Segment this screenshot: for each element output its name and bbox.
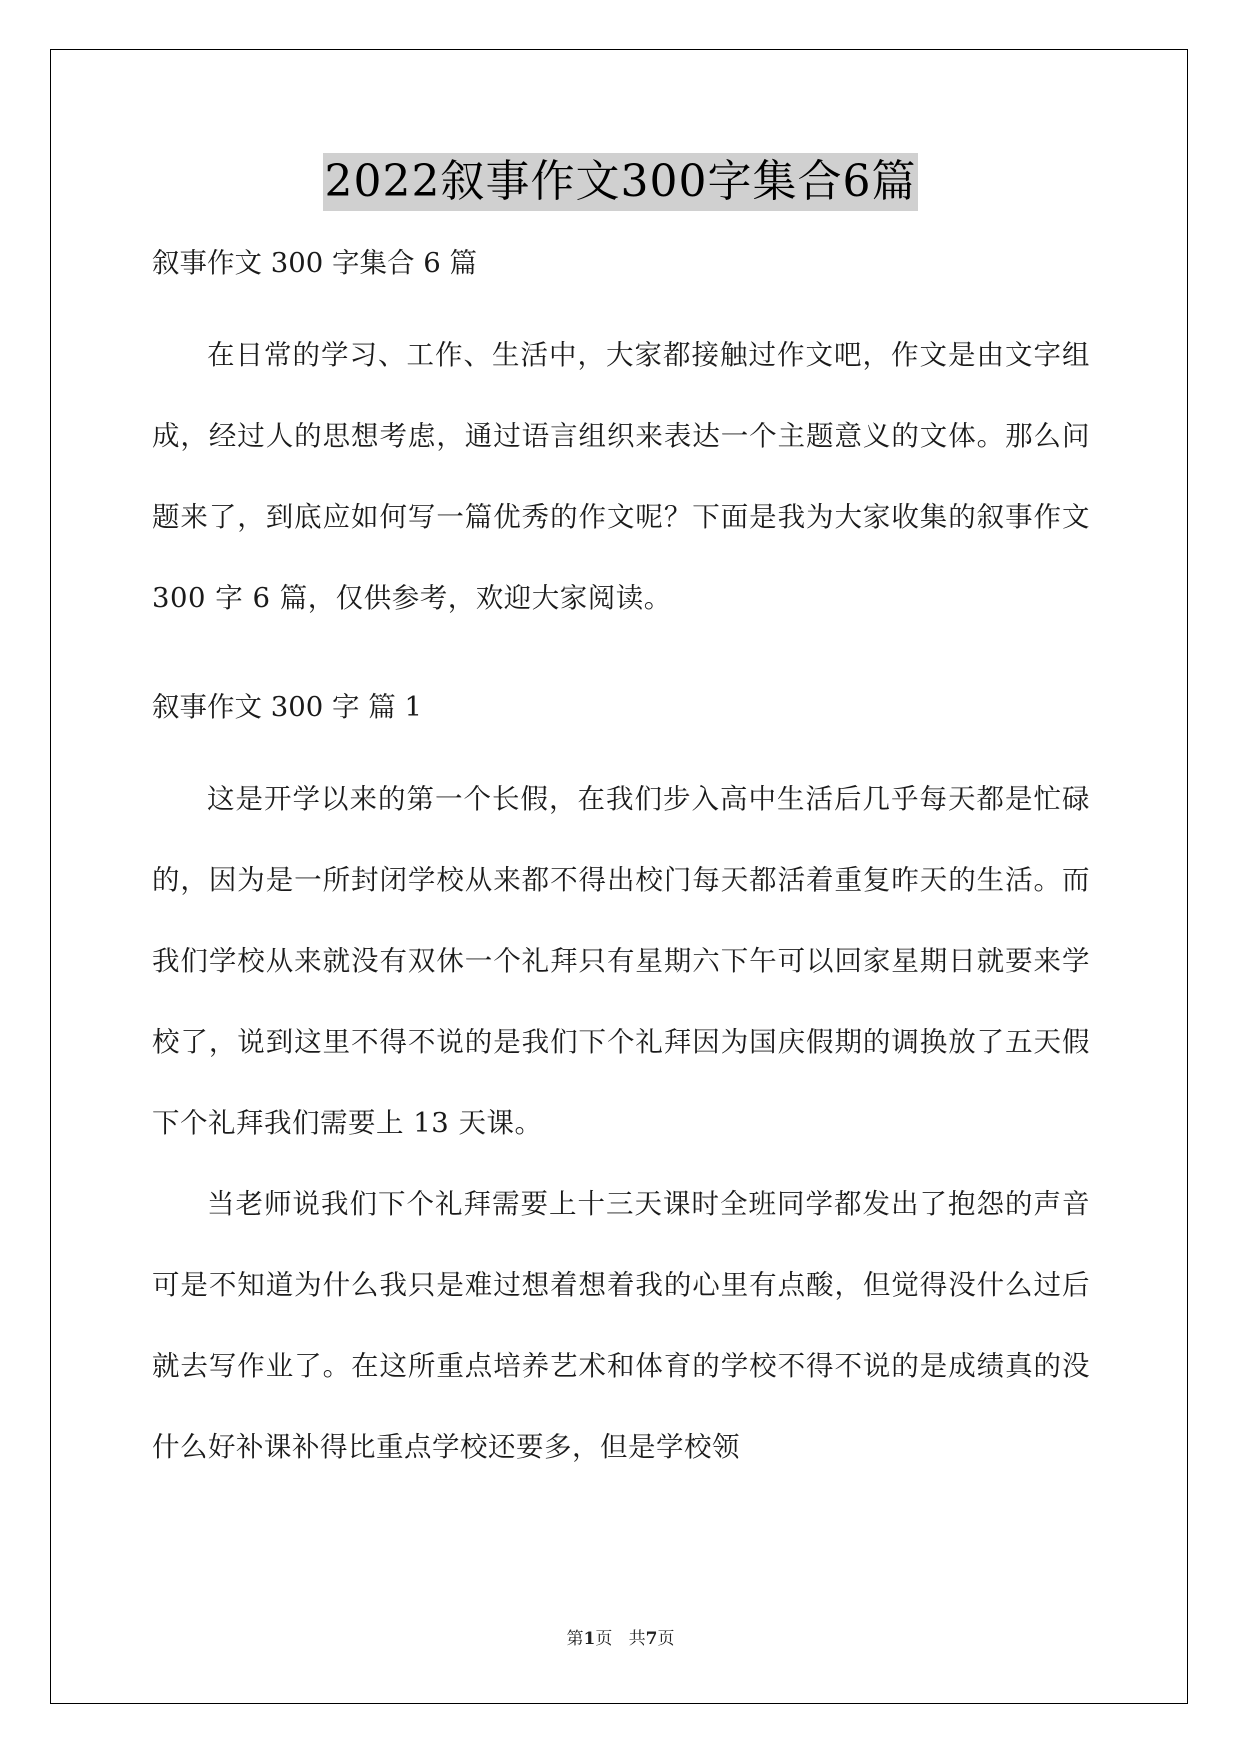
document-subtitle: 叙事作文 300 字集合 6 篇 xyxy=(152,247,477,279)
total-pages: 7 xyxy=(645,1629,658,1649)
spacer xyxy=(152,293,1090,315)
total-prefix: 共 xyxy=(628,1629,646,1649)
spacer xyxy=(152,737,1090,759)
document-title: 2022叙事作文300字集合6篇 xyxy=(323,153,919,211)
title-container xyxy=(0,153,1241,211)
page-unit: 页 xyxy=(595,1629,613,1649)
section-heading: 叙事作文 300 字 篇 1 xyxy=(152,691,422,723)
document-body xyxy=(152,233,1090,1488)
page-number: 1 xyxy=(583,1629,596,1649)
body-paragraph-1: 这是开学以来的第一个长假，在我们步入高中生活后几乎每天都是忙碌的，因为是一所封闭学校从来都不得出校门每天都活着重复昨天的生活。而我们学校从来就没有双休一个礼拜只有星期六下午可以回家星期日就要来学校了，说到这里不得不说的是我们下个礼拜因为国庆假期的调换放了五天假下个礼拜我们需要上 13 天课。 xyxy=(152,783,1090,1139)
page-footer xyxy=(0,1624,1241,1649)
spacer xyxy=(152,639,1090,677)
body-paragraph-2: 当老师说我们下个礼拜需要上十三天课时全班同学都发出了抱怨的声音可是不知道为什么我只是难过想着想着我的心里有点酸，但觉得没什么过后就去写作业了。在这所重点培养艺术和体育的学校不得不说的是成绩真的没什么好补课补得比重点学校还要多，但是学校领 xyxy=(152,1188,1090,1463)
total-unit: 页 xyxy=(657,1629,675,1649)
intro-paragraph: 在日常的学习、工作、生活中，大家都接触过作文吧，作文是由文字组成，经过人的思想考虑，通过语言组织来表达一个主题意义的文体。那么问题来了，到底应如何写一篇优秀的作文呢？下面是我为大家收集的叙事作文 300 字 6 篇，仅供参考，欢迎大家阅读。 xyxy=(152,339,1090,614)
page-prefix: 第 xyxy=(566,1629,584,1649)
